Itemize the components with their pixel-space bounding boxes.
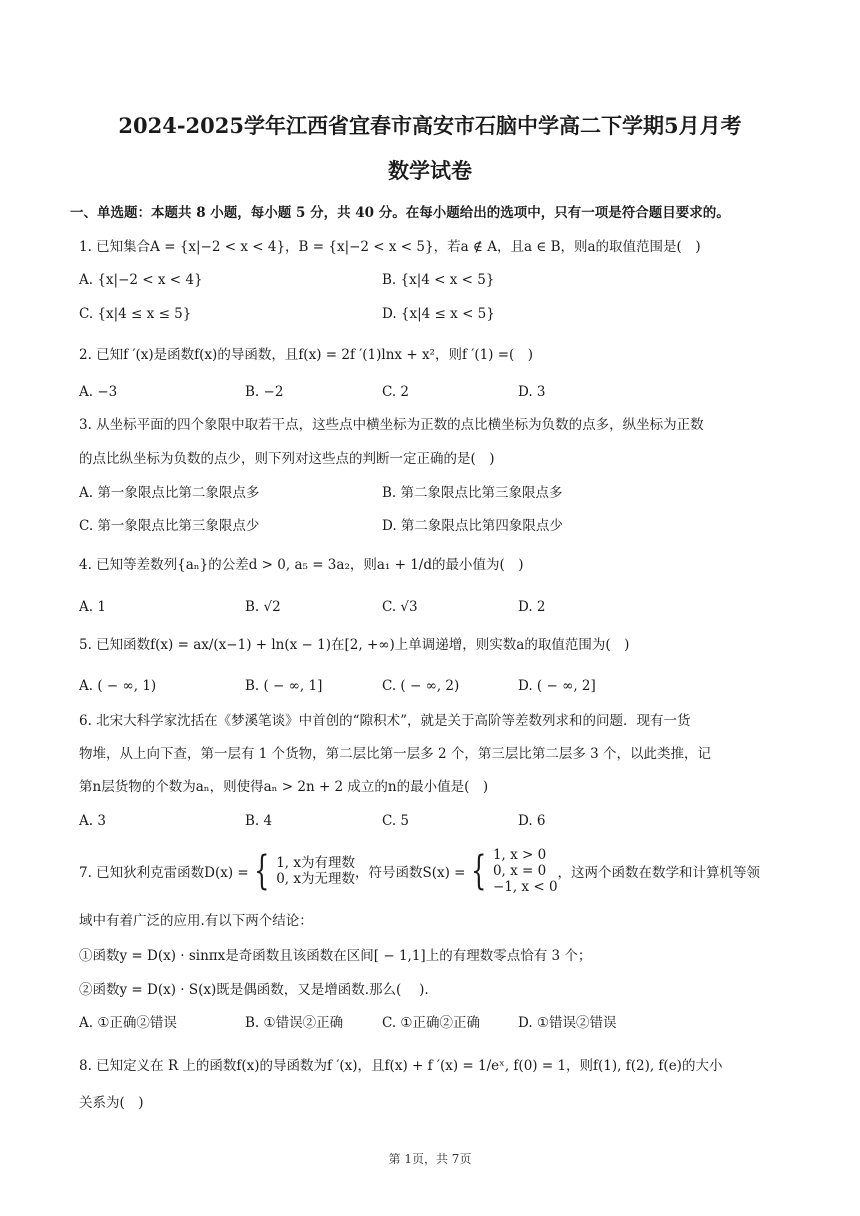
q5-option-a: A. ( − ∞, 1): [79, 678, 157, 694]
sign-case-3: −1, x < 0: [492, 879, 558, 895]
q2-stem: 2. 已知f ′(x)是函数f(x)的导函数，且f(x) = 2f ′(1)lnx + x²，则f ′(1) =( ): [79, 347, 534, 363]
q3-stem-line1: 3. 从坐标平面的四个象限中取若干点，这些点中横坐标为正数的点比横坐标为负数的点多，纵坐标为正数: [79, 417, 704, 433]
q4-option-a: A. 1: [79, 599, 106, 615]
sign-cases: [493, 847, 558, 895]
q4-option-b: B. √2: [245, 599, 281, 615]
left-brace-icon: {: [470, 848, 486, 894]
q7-option-c: C. ①正确②正确: [382, 1015, 481, 1031]
dirichlet-cases: [276, 855, 355, 887]
q2-option-a: A. −3: [79, 384, 118, 400]
left-brace-icon: {: [253, 848, 270, 894]
q7-option-a: A. ①正确②错误: [79, 1015, 177, 1031]
q3-option-c: C. 第一象限点比第三象限点少: [79, 518, 260, 534]
q1-stem: 1. 已知集合A = {x|−2 < x < 4}，B = {x|−2 < x < 5}，若a ∉ A，且a ∈ B，则a的取值范围是( ): [79, 239, 701, 255]
q4-stem: 4. 已知等差数列{aₙ}的公差d > 0, a₅ = 3a₂，则a₁ + 1/d的最小值为( ): [79, 557, 524, 573]
q8-stem-line2: 关系为( ): [79, 1095, 144, 1111]
q7-prefix: 7. 已知狄利克雷函数D(x) =: [79, 865, 249, 881]
exam-title-line1: 2024-2025学年江西省宜春市高安市石脑中学高二下学期5月月考: [118, 113, 742, 138]
q4-option-c: C. √3: [382, 599, 418, 615]
sign-case-2: 0, x = 0: [492, 863, 547, 879]
q7-conclusion-2: ②函数y = D(x) · S(x)既是偶函数，又是增函数.那么( ).: [79, 982, 429, 998]
q6-stem-line1: 6. 北宋大科学家沈括在《梦溪笔谈》中首创的“隙积术”，就是关于高阶等差数列求和的问题．现有一货: [79, 713, 691, 729]
q3-option-b: B. 第二象限点比第三象限点多: [382, 485, 563, 501]
q5-option-c: C. ( − ∞, 2): [382, 678, 460, 694]
section-heading: 一、单选题：本题共 8 小题，每小题 5 分，共 40 分。在每小题给出的选项中，只有一项是符合题目要求的。: [70, 205, 730, 221]
q4-option-d: D. 2: [518, 599, 546, 615]
dirichlet-case-1: 1, x为有理数: [276, 855, 355, 871]
q3-option-a: A. 第一象限点比第二象限点多: [79, 485, 260, 501]
q3-stem-line2: 的点比纵坐标为负数的点少，则下列对这些点的判断一定正确的是( ): [79, 451, 495, 467]
q5-option-d: D. ( − ∞, 2]: [518, 678, 596, 694]
q7-stem-line2: 域中有着广泛的应用.有以下两个结论：: [79, 913, 313, 929]
sign-case-1: 1, x > 0: [492, 847, 547, 863]
q6-option-c: C. 5: [382, 813, 410, 829]
q6-option-b: B. 4: [245, 813, 273, 829]
q6-option-a: A. 3: [79, 813, 106, 829]
q7-suffix: ，这两个函数在数学和计算机等领: [557, 865, 761, 881]
q7-conclusion-1: ①函数y = D(x) · sinπx是奇函数且该函数在区间[ − 1,1]上的有理数零点恰有 3 个；: [79, 948, 592, 964]
q7-stem-line1: [79, 846, 760, 896]
exam-title-line2: 数学试卷: [388, 158, 472, 183]
q2-option-b: B. −2: [245, 384, 284, 400]
dirichlet-case-2: 0, x为无理数: [276, 871, 355, 887]
q7-option-b: B. ①错误②正确: [245, 1015, 344, 1031]
q7-mid: ，符号函数S(x) =: [355, 865, 466, 881]
q7-option-d: D. ①错误②错误: [518, 1015, 617, 1031]
q6-stem-line3: 第n层货物的个数为aₙ，则使得aₙ > 2n + 2 成立的n的最小值是( ): [79, 779, 489, 795]
q1-option-b: B. {x|4 < x < 5}: [382, 272, 495, 288]
q1-option-a: A. {x|−2 < x < 4}: [79, 272, 203, 288]
q5-option-b: B. ( − ∞, 1]: [245, 678, 323, 694]
q6-option-d: D. 6: [518, 813, 546, 829]
q3-option-d: D. 第二象限点比第四象限点少: [382, 518, 563, 534]
q8-stem-line1: 8. 已知定义在 R 上的函数f(x)的导函数为f ′(x)，且f(x) + f ′(x) = 1/eˣ, f(0) = 1，则f(1), f(2), f(e)的大小: [79, 1058, 723, 1074]
q2-option-d: D. 3: [518, 384, 546, 400]
q5-stem: 5. 已知函数f(x) = ax/(x−1) + ln(x − 1)在[2, +∞)上单调递增，则实数a的取值范围为( ): [79, 637, 630, 653]
q6-stem-line2: 物堆，从上向下查，第一层有 1 个货物，第二层比第一层多 2 个，第三层比第二层多 3 个，以此类推，记: [79, 746, 712, 762]
q1-option-d: D. {x|4 ≤ x < 5}: [382, 306, 495, 322]
page-footer: 第 1页，共 7页: [388, 1152, 472, 1166]
q2-option-c: C. 2: [382, 384, 410, 400]
q1-option-c: C. {x|4 ≤ x ≤ 5}: [79, 306, 192, 322]
